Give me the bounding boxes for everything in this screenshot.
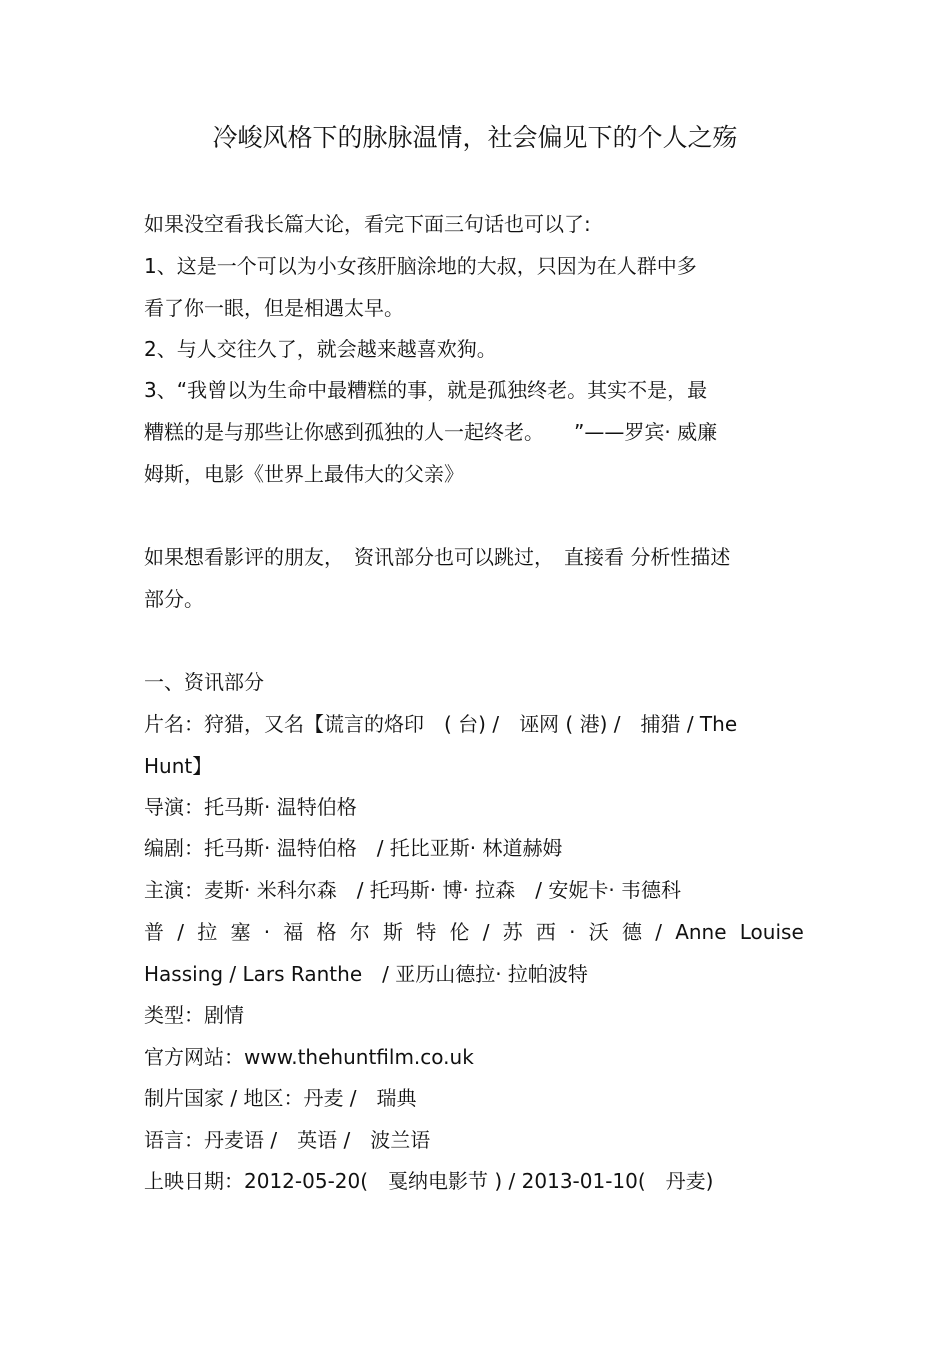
cast-token: 德 [621, 920, 642, 944]
info-website: 官方网站：www.thehuntfilm.co.uk [144, 1045, 474, 1069]
info-country: 制片国家 / 地区：丹麦 / 瑞典 [144, 1086, 417, 1110]
info-cast-line-1: 主演：麦斯· 米科尔森 / 托玛斯· 博· 拉森 / 安妮卡· 韦德科 [144, 878, 682, 902]
info-language: 语言：丹麦语 / 英语 / 波兰语 [144, 1128, 431, 1152]
cast-token: 沃 [588, 920, 609, 944]
info-cast-line-3: Hassing / Lars Ranthe / 亚历山德拉· 拉帕波特 [144, 962, 588, 986]
cast-token: Anne [675, 920, 727, 944]
info-release-date: 上映日期：2012-05-20( 戛纳电影节 ) / 2013-01-10( 丹麦) [144, 1169, 714, 1193]
cast-token: 普 [144, 920, 164, 944]
info-film-name-line-2: Hunt】 [144, 754, 213, 778]
cast-token: 西 [535, 920, 556, 944]
info-director: 导演：托马斯· 温特伯格 [144, 795, 357, 819]
cast-token: 特 [416, 920, 437, 944]
cast-token: 斯 [382, 920, 403, 944]
skip-note-line-2: 部分。 [144, 587, 204, 611]
intro-item-3-line-3: 姆斯，电影《世界上最伟大的父亲》 [144, 462, 464, 486]
cast-token: Louise [739, 920, 804, 944]
intro-item-2: 2、与人交往久了，就会越来越喜欢狗。 [144, 337, 497, 361]
cast-token: 格 [316, 920, 337, 944]
page-title: 冷峻风格下的脉脉温情，社会偏见下的个人之殇 [212, 123, 738, 152]
info-heading: 一、资讯部分 [144, 670, 264, 694]
info-film-name-line-1: 片名：狩猎，又名【谎言的烙印 ( 台) / 诬网 ( 港) / 捕猎 / The [144, 712, 738, 736]
intro-item-3-line-1: 3、“我曾以为生命中最糟糕的事，就是孤独终老。其实不是，最 [144, 378, 708, 402]
cast-token: 塞 [230, 920, 251, 944]
skip-note-line-1: 如果想看影评的朋友， 资讯部分也可以跳过， 直接看 分析性描述 [144, 545, 731, 569]
cast-token: 福 [283, 920, 304, 944]
cast-token: / [655, 920, 662, 944]
info-cast-line-2 [144, 917, 804, 947]
cast-token: 尔 [349, 920, 370, 944]
info-writer: 编剧：托马斯· 温特伯格 / 托比亚斯· 林道赫姆 [144, 836, 563, 860]
cast-token: 伦 [449, 920, 470, 944]
intro-item-1-line-1: 1、这是一个可以为小女孩肝脑涂地的大叔，只因为在人群中多 [144, 254, 697, 278]
cast-token: 拉 [197, 920, 218, 944]
intro-lead: 如果没空看我长篇大论，看完下面三句话也可以了: [144, 212, 591, 236]
cast-token: · [569, 920, 576, 944]
info-genre: 类型：剧情 [144, 1003, 244, 1027]
intro-item-1-line-2: 看了你一眼，但是相遇太早。 [144, 296, 404, 320]
cast-token: / [482, 920, 490, 944]
cast-token: 苏 [502, 920, 523, 944]
intro-item-3-line-2: 糟糕的是与那些让你感到孤独的人一起终老。 ”——罗宾· 威廉 [144, 420, 718, 444]
cast-token: · [263, 920, 271, 944]
cast-token: / [177, 920, 184, 944]
